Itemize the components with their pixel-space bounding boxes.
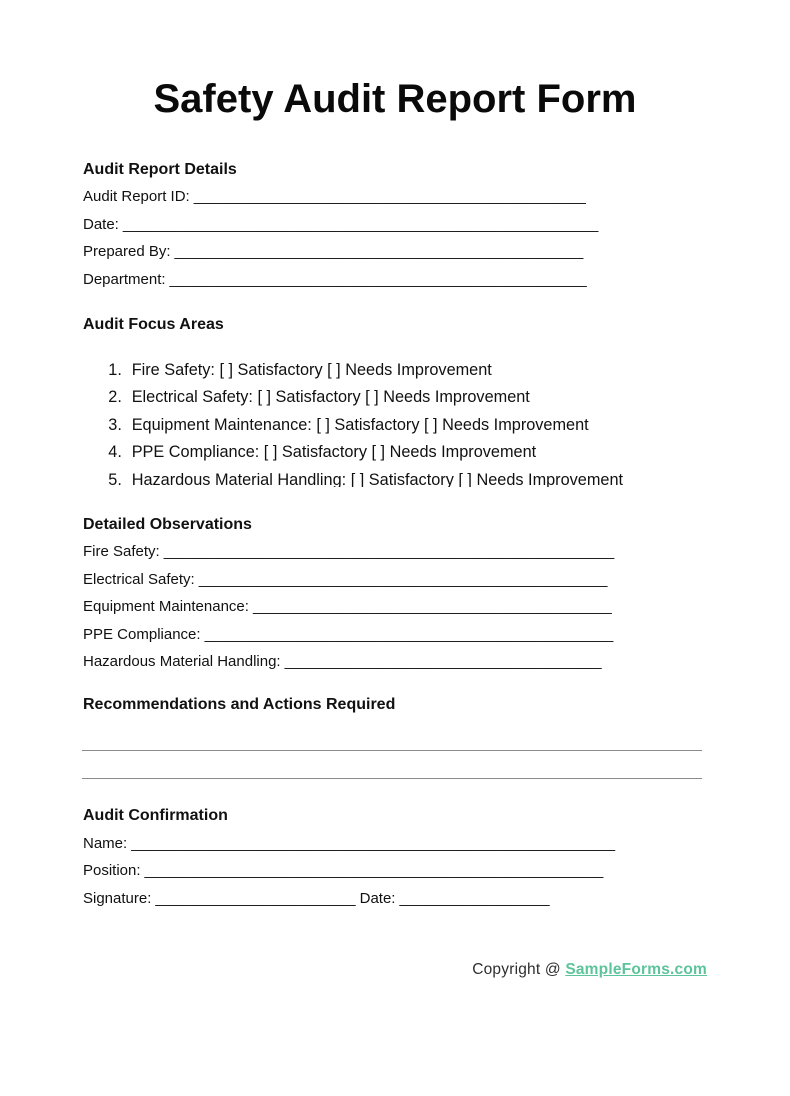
copyright-text: Copyright @ [472,960,561,978]
blank-rule-line [82,750,702,751]
field-blank-line: __________________________________________________ [169,270,587,288]
item-number: 4. [108,443,122,461]
section-heading-report-details: Audit Report Details [83,160,237,178]
item-number: 2. [108,388,122,406]
field-blank-line: __________________________________________________________ [131,834,616,852]
focus-area-item [83,467,707,488]
field-position [83,857,707,885]
field-label: Hazardous Material Handling: [83,653,281,670]
item-number: 5. [108,470,122,487]
field-blank-line: ________________________ [155,889,356,907]
field-obs-hazardous-material [83,648,707,676]
field-blank-line: _________________________________________________ [198,570,608,588]
field-obs-electrical-safety [83,566,707,594]
focus-area-item [83,412,707,440]
item-text: PPE Compliance: [ ] Satisfactory [ ] Needs Improvement [131,443,537,461]
field-label: Electrical Safety: [83,570,195,588]
page-title: Safety Audit Report Form [153,77,637,121]
field-audit-report-id [83,183,707,211]
field-blank-line: _______________________________________________________ [144,862,604,879]
field-blank-line: _______________________________________________ [193,188,586,205]
field-blank-line: ______________________________________ [284,653,602,670]
field-label: Date: [359,889,396,907]
section-heading-detailed-observations: Detailed Observations [83,515,252,533]
section-heading-audit-confirmation: Audit Confirmation [83,807,228,824]
field-label: Fire Safety: [83,543,160,560]
field-label: Position: [83,862,141,879]
field-blank-line: __________________ [399,889,550,907]
field-blank-line: ______________________________________________________ [163,543,615,560]
focus-areas-list-container [83,338,707,487]
field-blank-line: _________________________________________________ [174,243,584,260]
field-obs-fire-safety [83,538,707,566]
field-label: Prepared By: [83,243,171,260]
field-obs-ppe-compliance [83,621,707,649]
item-number: 1. [108,360,122,379]
focus-areas-list [83,357,707,488]
item-text: Fire Safety: [ ] Satisfactory [ ] Needs Improvement [131,360,492,379]
field-blank-line: _________________________________________________ [204,625,614,643]
focus-area-item [83,384,707,412]
field-label: Date: [83,215,119,233]
blank-rule-line [82,778,702,779]
focus-area-item [83,357,707,385]
item-text: Electrical Safety: [ ] Satisfactory [ ] Needs Improvement [131,388,530,406]
item-text: Hazardous Material Handling: [ ] Satisfactory [ ] Needs Improvement [131,470,624,487]
section-heading-recommendations: Recommendations and Actions Required [83,695,396,713]
field-label: Signature: [83,889,152,907]
field-prepared-by [83,238,707,266]
field-label: Equipment Maintenance: [83,598,249,615]
field-signature-date [83,885,707,913]
document-page [0,76,790,983]
field-label: Name: [83,834,128,852]
field-obs-equipment-maintenance [83,593,707,621]
focus-area-item [83,439,707,467]
field-blank-line: ___________________________________________ [252,598,612,615]
sampleforms-link[interactable]: SampleForms.com [565,960,707,978]
section-heading-focus-areas: Audit Focus Areas [83,315,224,333]
footer [83,956,707,984]
item-number: 3. [108,415,122,434]
field-date [83,211,707,239]
item-text: Equipment Maintenance: [ ] Satisfactory [ ] Needs Improvement [131,415,589,434]
field-label: Audit Report ID: [83,188,190,205]
field-name [83,830,707,858]
field-department [83,266,707,294]
field-label: Department: [83,270,166,288]
field-blank-line: _________________________________________________________ [122,215,599,233]
field-label: PPE Compliance: [83,625,201,643]
